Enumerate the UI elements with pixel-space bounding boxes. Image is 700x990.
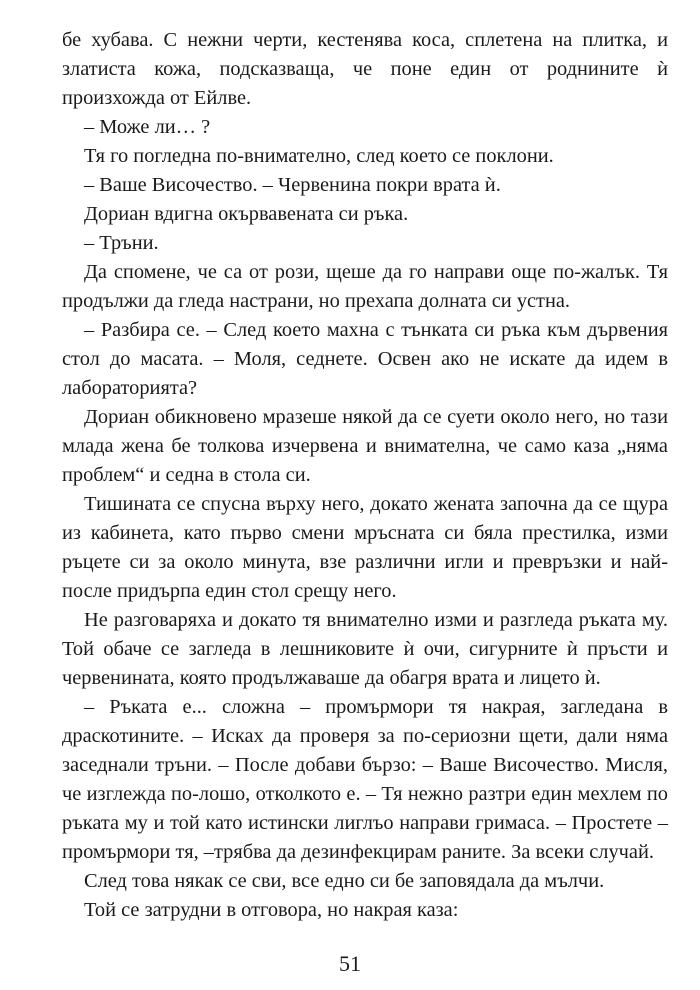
paragraph: Тишината се спусна върху него, докато жената започна да се щура из кабинета, като първо смени мръсната си бяла престилка, изми ръцете си за около минута, взе различни игли и превръзки и най-после придърпа един стол срещу него. <box>62 493 668 602</box>
paragraph: Да спомене, че са от рози, щеше да го направи още по-жалък. Тя продължи да гледа настрани, но прехапа долната си устна. <box>62 261 668 312</box>
paragraph: – Ръката е... сложна – промърмори тя накрая, загледана в драскотините. – Исках да проверя за по-сериозни щети, дали няма заседнали тръни. – После добави бързо: – Ваше Височество. Мисля, че изглежда по-лошо, отколкото е. – Тя нежно разтри един мехлем по ръката му и той като истински лиглъо направи гримаса. – Простете – промърмори тя, –трябва да дезинфекцирам раните. За всеки случай. <box>62 696 668 863</box>
paragraph: Тя го погледна по-внимателно, след което се поклони. <box>84 145 554 167</box>
paragraph: Дориан обикновено мразеше някой да се суети около него, но тази млада жена бе толкова изчервена и внимателна, че само каза „няма проблем“ и седна в стола си. <box>62 406 668 486</box>
paragraph: Не разговаряха и докато тя внимателно изми и разгледа ръката му. Той обаче се загледа в лешниковите ѝ очи, сигурните ѝ пръсти и червенината, която продължаваше да обагря врата и лицето ѝ. <box>62 609 668 689</box>
paragraph: – Може ли… ? <box>84 116 211 138</box>
paragraph: бе хубава. С нежни черти, кестенява коса, сплетена на плитка, и златиста кожа, подсказваща, че поне един от роднините ѝ произхожда от Ейлве. <box>62 29 668 109</box>
paragraph: – Ваше Височество. – Червенина покри врата ѝ. <box>84 174 501 196</box>
paragraph: – Тръни. <box>84 232 159 254</box>
page-number: 51 <box>339 951 361 976</box>
paragraph: Дориан вдигна окървавената си ръка. <box>84 203 409 225</box>
paragraph: – Разбира се. – След което махна с тънката си ръка към дървения стол до масата. – Моля, седнете. Освен ако не искате да идем в лабораторията? <box>62 319 668 399</box>
paragraph: След това някак се сви, все едно си бе заповядала да мълчи. <box>84 870 605 892</box>
paragraph: Той се затрудни в отговора, но накрая каза: <box>84 899 459 921</box>
page-body <box>62 26 668 925</box>
